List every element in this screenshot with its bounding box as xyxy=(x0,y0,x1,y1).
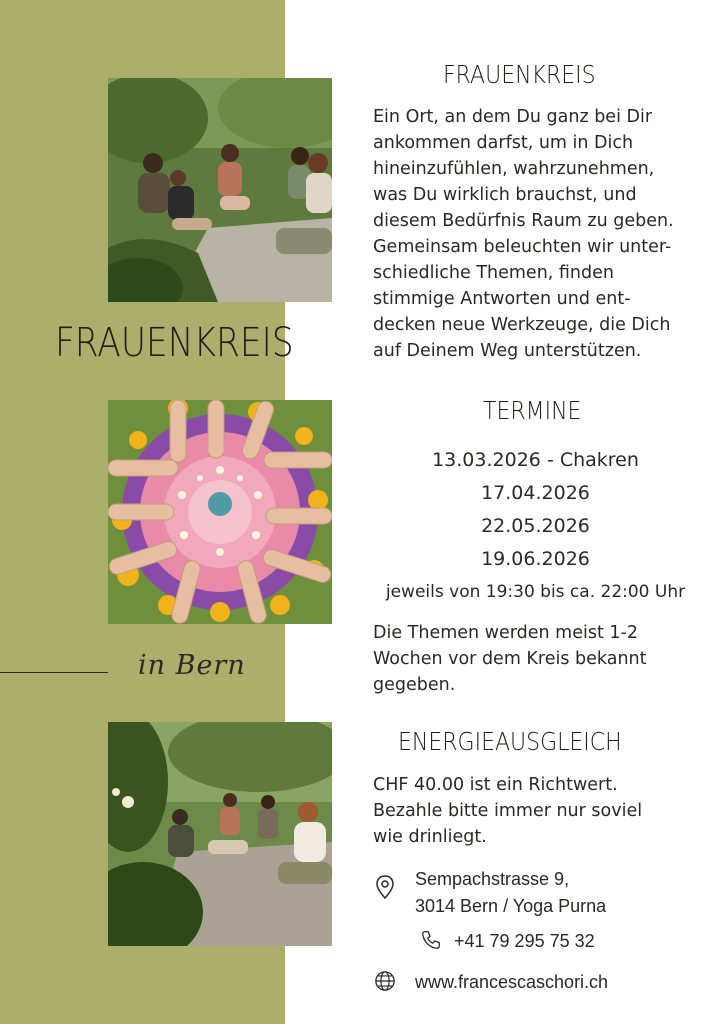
note-line: Wochen vor dem Kreis bekannt xyxy=(373,649,647,669)
address-line: Sempachstrasse 9, xyxy=(415,869,570,889)
date-item: 13.03.2026 - Chakren xyxy=(432,449,639,471)
themen-note xyxy=(373,620,647,698)
energie-text xyxy=(373,772,642,850)
photo-women-circle-trees xyxy=(108,722,332,946)
date-item: 17.04.2026 xyxy=(481,482,590,504)
termine-heading: TERMINE xyxy=(483,396,582,425)
phone-row[interactable] xyxy=(420,929,595,953)
time-range: jeweils von 19:30 bis ca. 22:00 Uhr xyxy=(385,582,686,602)
intro-line: decken neue Werkzeuge, die Dich xyxy=(373,315,671,335)
phone-icon xyxy=(420,929,442,953)
intro-line: diesem Bedürfnis Raum zu geben. xyxy=(373,211,674,231)
intro-heading: FRAUENKREIS xyxy=(443,60,596,89)
intro-line: hineinzufühlen, wahrzunehmen, xyxy=(373,159,655,179)
note-line: gegeben. xyxy=(373,675,456,695)
date-item: 22.05.2026 xyxy=(481,515,590,537)
main-title: FRAUENKREIS xyxy=(55,320,294,366)
note-line: Die Themen werden meist 1-2 xyxy=(373,623,638,643)
website-row[interactable] xyxy=(374,970,608,994)
location-pin-icon xyxy=(374,874,396,898)
energie-line: Bezahle bitte immer nur soviel xyxy=(373,801,643,821)
phone-number[interactable]: +41 79 295 75 32 xyxy=(454,930,595,951)
intro-line: Ein Ort, an dem Du ganz bei Dir xyxy=(373,107,653,127)
intro-line: ankommen darfst, um in Dich xyxy=(373,133,634,153)
photo-flower-mandala-hands xyxy=(108,400,332,624)
intro-text xyxy=(373,104,674,364)
photo-women-circle-garden xyxy=(108,78,332,302)
address-line: 3014 Bern / Yoga Purna xyxy=(415,896,607,916)
website-link[interactable]: www.francescaschori.ch xyxy=(415,971,609,992)
location-tagline: in Bern xyxy=(138,650,246,681)
intro-line: auf Deinem Weg unterstützen. xyxy=(373,341,642,361)
intro-line: Gemeinsam beleuchten wir unter- xyxy=(373,237,672,257)
energie-line: wie drinliegt. xyxy=(373,827,487,847)
divider-line xyxy=(0,672,108,673)
address-row xyxy=(374,866,606,920)
intro-line: was Du wirklich brauchst, und xyxy=(373,185,637,205)
intro-line: schiedliche Themen, finden xyxy=(373,263,614,283)
date-item: 19.06.2026 xyxy=(481,548,590,570)
dates-list xyxy=(358,444,713,609)
address-text xyxy=(415,866,606,920)
energie-heading: ENERGIEAUSGLEICH xyxy=(398,727,622,756)
globe-icon xyxy=(374,970,396,994)
energie-line: CHF 40.00 ist ein Richtwert. xyxy=(373,775,618,795)
intro-line: stimmige Antworten und ent- xyxy=(373,289,631,309)
